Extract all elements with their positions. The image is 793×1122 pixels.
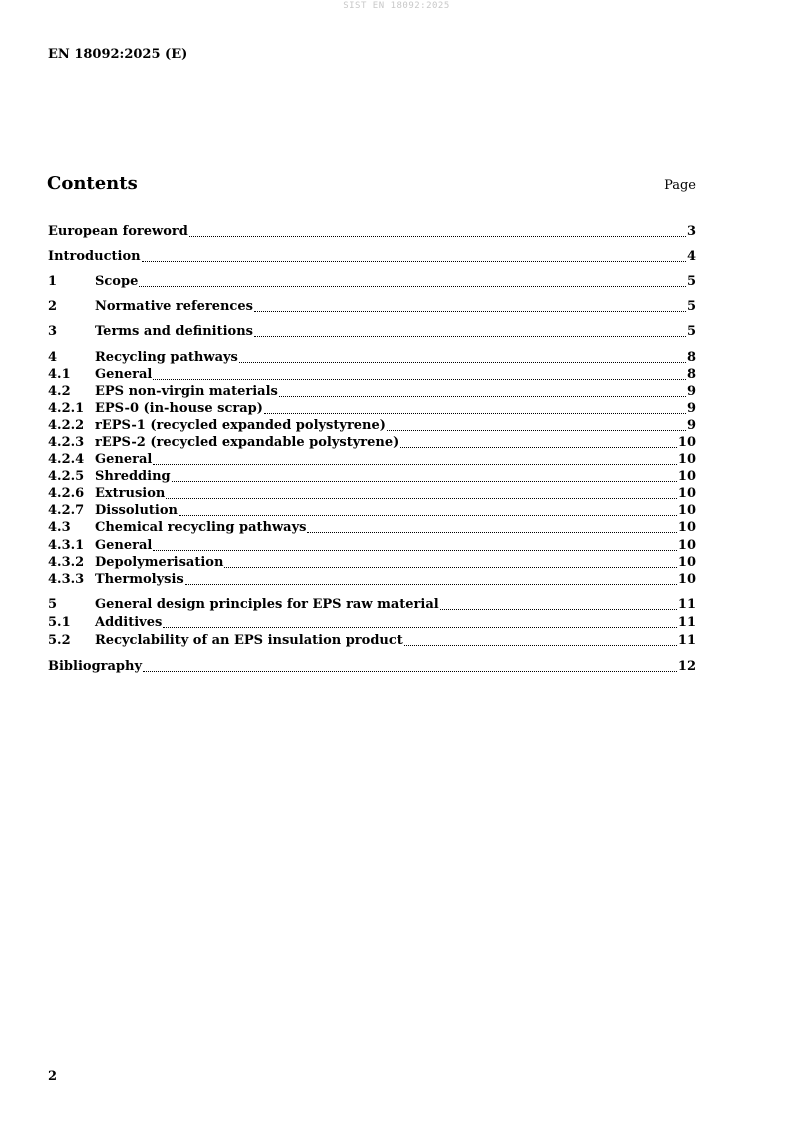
toc-entry-page: 5 [686,324,696,339]
toc-entry-title: Terms and definitions [95,324,253,339]
toc-entry-title: Chemical recycling pathways [95,520,307,535]
toc-entry-page: 8 [686,367,696,382]
toc-entry-title: Normative references [95,299,253,314]
toc-entry-page: 3 [686,224,696,239]
toc-entry-page: 9 [686,384,696,399]
toc-entry-title: General [95,367,153,382]
toc-entry-page: 4 [686,249,696,264]
toc-entry-number: 4.2.1 [48,401,85,416]
toc-entry[interactable] [48,633,696,649]
toc-entry-title: EPS non-virgin materials [95,384,278,399]
toc-entry[interactable] [48,538,696,554]
contents-heading: Contents [47,173,138,194]
toc-leader-dots [254,336,686,337]
toc-entry-title: Extrusion [95,486,166,501]
document-id: EN 18092:2025 (E) [48,47,188,62]
toc-leader-dots [172,481,677,482]
toc-leader-dots [139,286,686,287]
toc-entry-page: 10 [677,503,696,518]
toc-entry-title: Additives [95,615,163,630]
toc-leader-dots [264,413,686,414]
toc-leader-dots [224,567,676,568]
toc-entry-page: 12 [677,659,696,674]
toc-entry-number: 4.2.5 [48,469,85,484]
toc-entry[interactable] [48,615,696,631]
toc-entry-title: General design principles for EPS raw material [95,597,439,612]
toc-leader-dots [400,447,677,448]
toc-leader-dots [440,609,677,610]
toc-entry-number: 1 [48,274,58,289]
toc-entry-number: 4.1 [48,367,71,382]
toc-entry-page: 11 [677,633,696,648]
toc-entry-title: EPS-0 (in-house scrap) [95,401,263,416]
toc-entry-page: 10 [677,538,696,553]
toc-entry[interactable] [48,367,696,383]
toc-entry[interactable] [48,503,696,519]
toc-entry-number: 4.3 [48,520,71,535]
toc-entry-title: General [95,538,153,553]
page-column-label: Page [664,178,696,193]
toc-entry-page: 5 [686,299,696,314]
toc-entry[interactable] [48,452,696,468]
toc-entry-page: 10 [677,555,696,570]
toc-entry[interactable] [48,224,696,240]
toc-entry[interactable] [48,401,696,417]
toc-entry[interactable] [48,249,696,265]
toc-entry-page: 10 [677,469,696,484]
toc-entry-number: 3 [48,324,58,339]
toc-leader-dots [254,311,686,312]
toc-entry[interactable] [48,299,696,315]
toc-entry-page: 8 [686,350,696,365]
toc-entry-page: 11 [677,615,696,630]
toc-entry[interactable] [48,469,696,485]
toc-entry-title: European foreword [48,224,188,239]
toc-entry[interactable] [48,418,696,434]
toc-entry-title: rEPS-2 (recycled expandable polystyrene) [95,435,400,450]
toc-entry[interactable] [48,555,696,571]
toc-leader-dots [179,515,677,516]
toc-entry-page: 10 [677,572,696,587]
toc-entry[interactable] [48,435,696,451]
watermark: SIST EN 18092:2025 [343,1,450,11]
toc-entry-number: 4.2 [48,384,71,399]
toc-entry-number: 5 [48,597,58,612]
toc-entry-title: Recyclability of an EPS insulation product [95,633,403,648]
toc-entry-number: 5.1 [48,615,71,630]
toc-leader-dots [153,550,677,551]
toc-entry-page: 10 [677,520,696,535]
toc-entry-number: 4.3.3 [48,572,85,587]
toc-entry-number: 4.3.1 [48,538,85,553]
toc-entry[interactable] [48,520,696,536]
toc-leader-dots [153,464,677,465]
toc-leader-dots [307,532,676,533]
toc-entry[interactable] [48,384,696,400]
toc-entry-number: 4.3.2 [48,555,85,570]
toc-leader-dots [163,627,677,628]
toc-entry-title: rEPS-1 (recycled expanded polystyrene) [95,418,386,433]
toc-entry-number: 4 [48,350,58,365]
toc-leader-dots [279,396,686,397]
toc-entry-number: 4.2.6 [48,486,85,501]
toc-leader-dots [185,584,677,585]
toc-entry-title: Shredding [95,469,171,484]
toc-entry[interactable] [48,486,696,502]
toc-entry-title: General [95,452,153,467]
toc-entry-page: 5 [686,274,696,289]
toc-entry-title: Bibliography [48,659,143,674]
toc-entry-title: Depolymerisation [95,555,224,570]
toc-entry-page: 10 [677,435,696,450]
toc-leader-dots [153,379,686,380]
toc-entry-title: Scope [95,274,139,289]
toc-entry-page: 11 [677,597,696,612]
toc-leader-dots [166,498,677,499]
toc-leader-dots [387,430,686,431]
toc-entry-title: Dissolution [95,503,178,518]
toc-entry-page: 9 [686,418,696,433]
toc-entry-number: 4.2.2 [48,418,85,433]
toc-entry-number: 5.2 [48,633,71,648]
toc-entry[interactable] [48,597,696,613]
toc-entry-page: 10 [677,452,696,467]
page-number: 2 [48,1069,58,1084]
toc-entry[interactable] [48,274,696,290]
toc-entry-title: Recycling pathways [95,350,238,365]
toc-entry[interactable] [48,572,696,588]
toc-entry-title: Introduction [48,249,141,264]
toc-leader-dots [142,261,686,262]
toc-entry-number: 2 [48,299,58,314]
toc-entry[interactable] [48,350,696,366]
toc-entry-page: 9 [686,401,696,416]
toc-entry[interactable] [48,324,696,340]
toc-leader-dots [404,645,677,646]
toc-leader-dots [189,236,686,237]
toc-entry-number: 4.2.4 [48,452,85,467]
toc-leader-dots [143,671,677,672]
toc-leader-dots [239,362,686,363]
toc-entry[interactable] [48,659,696,675]
toc-entry-title: Thermolysis [95,572,184,587]
toc-entry-number: 4.2.3 [48,435,85,450]
toc-entry-page: 10 [677,486,696,501]
toc-entry-number: 4.2.7 [48,503,85,518]
